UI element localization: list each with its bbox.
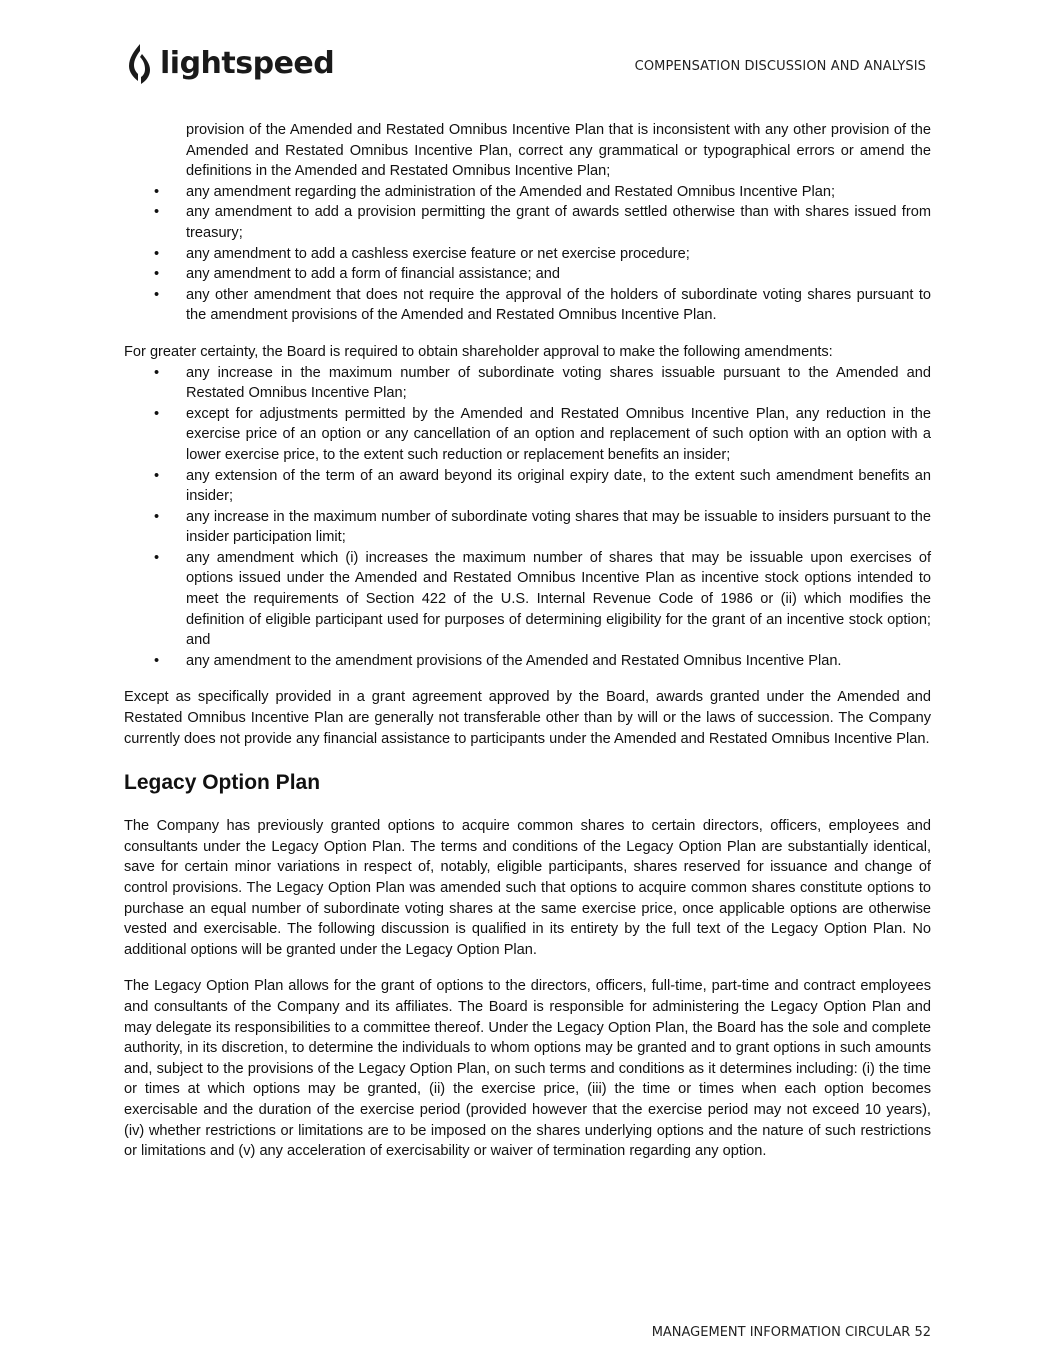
paragraph-legacy-overview: The Company has previously granted options to acquire common shares to certain directors, officers, employees and consultants under the Legacy Option Plan. The terms and conditions of the Legacy Option Plan are substantially identical, save for certain minor variations in respect of, notably, eligible participants, shares reserved for issuance and change of control provisions. The Legacy Option Plan was amended such that options to acquire common shares constitute options to purchase an equal number of subordinate voting shares at the same exercise price, once applicable options are otherwise vested and exercisable. The following discussion is qualified in its entirety by the full text of the Legacy Option Plan. No additional options will be granted under the Legacy Option Plan.	[124, 818, 931, 958]
list-item: • any amendment to the amendment provisions of the Amended and Restated Omnibus Incentive Plan.	[124, 651, 931, 672]
amendment-list-board	[124, 182, 931, 326]
page-footer: MANAGEMENT INFORMATION CIRCULAR 52	[651, 1325, 931, 1340]
bullet: •	[154, 245, 160, 262]
list-item: • except for adjustments permitted by the Amended and Restated Omnibus Incentive Plan, any reduction in the exercise price of an option or any cancellation of an option and replacement of such option with an option with a lower exercise price, to the extent such reduction or replacement benefits an insider;	[154, 405, 931, 463]
paragraph-certainty: For greater certainty, the Board is required to obtain shareholder approval to make the following amendments:	[124, 343, 833, 360]
list-item: • any amendment to add a form of financial assistance; and	[124, 264, 931, 285]
bullet: •	[154, 549, 160, 566]
bullet: •	[154, 364, 160, 381]
list-item: • any amendment regarding the administration of the Amended and Restated Omnibus Incentive Plan;	[124, 182, 931, 203]
bullet: •	[154, 652, 160, 669]
bullet: •	[154, 405, 160, 422]
list-item: • any increase in the maximum number of subordinate voting shares issuable pursuant to the Amended and Restated Omnibus Incentive Plan;	[154, 364, 931, 402]
bullet: •	[154, 286, 160, 303]
paragraph-legacy-administration: The Legacy Option Plan allows for the grant of options to the directors, officers, full-time, part-time and contract employees and consultants of the Company and its affiliates. The Board is responsible for administering the Legacy Option Plan and may delegate its responsibilities to a committee thereof. Under the Legacy Option Plan, the Board has the sole and complete authority, in its discretion, to determine the individuals to whom options may be granted and to grant options in such amounts and, subject to the provisions of the Legacy Option Plan, on such terms and conditions as it determines including: (i) the time or times at which options may be granted, (ii) the exercise price, (iii) the time or times when each option becomes exercisable and the duration of the exercise period (provided however that the exercise period may not exceed 10 years), (iv) whether restrictions or limitations are to be imposed on the shares underlying options and the nature of such restrictions or limitations and (v) any acceleration of exercisability or waiver of termination regarding any option.	[124, 978, 931, 1160]
bullet: •	[154, 266, 160, 283]
logo-wordmark: lightspeed	[160, 46, 335, 81]
list-item: • any other amendment that does not require the approval of the holders of subordinate voting shares pursuant to the amendment provisions of the Amended and Restated Omnibus Incentive Plan.	[154, 286, 931, 324]
continued-bullet-text: provision of the Amended and Restated Omnibus Incentive Plan that is inconsistent with any other provision of the Amended and Restated Omnibus Incentive Plan, correct any grammatical or typographical errors or amend the definitions in the Amended and Restated Omnibus Incentive Plan;	[186, 122, 931, 180]
amendment-list-shareholder	[124, 363, 931, 672]
section-heading: Legacy Option Plan	[124, 771, 321, 795]
bullet: •	[154, 508, 160, 525]
list-item: • any amendment which (i) increases the maximum number of shares that may be issuable upon exercises of options issued under the Amended and Restated Omnibus Incentive Plan as incentive stock options intended to meet the requirements of Section 422 of the U.S. Internal Revenue Code of 1986 or (ii) which modifies the definition of eligible participant used for purposes of determining eligibility for the grant of an incentive stock option; and	[154, 549, 931, 649]
list-item: • any amendment to add a cashless exercise feature or net exercise procedure;	[124, 244, 931, 265]
paragraph-transferability: Except as specifically provided in a grant agreement approved by the Board, awards granted under the Amended and Restated Omnibus Incentive Plan are generally not transferable other than by will or the laws of succession. The Company currently does not provide any financial assistance to participants under the Amended and Restated Omnibus Incentive Plan.	[124, 689, 931, 747]
list-item: • any increase in the maximum number of subordinate voting shares that may be issuable to insiders pursuant to the insider participation limit;	[154, 508, 931, 546]
company-logo	[126, 42, 334, 86]
bullet: •	[154, 467, 160, 484]
page-body	[124, 120, 931, 1162]
bullet: •	[154, 204, 160, 221]
bullet: •	[154, 183, 160, 200]
list-item: • any extension of the term of an award beyond its original expiry date, to the extent such amendment benefits an insider;	[154, 467, 931, 505]
running-header: COMPENSATION DISCUSSION AND ANALYSIS	[634, 59, 926, 74]
list-item: • any amendment to add a provision permitting the grant of awards settled otherwise than with shares issued from treasury;	[154, 204, 931, 241]
lightspeed-flame-icon	[126, 42, 154, 86]
